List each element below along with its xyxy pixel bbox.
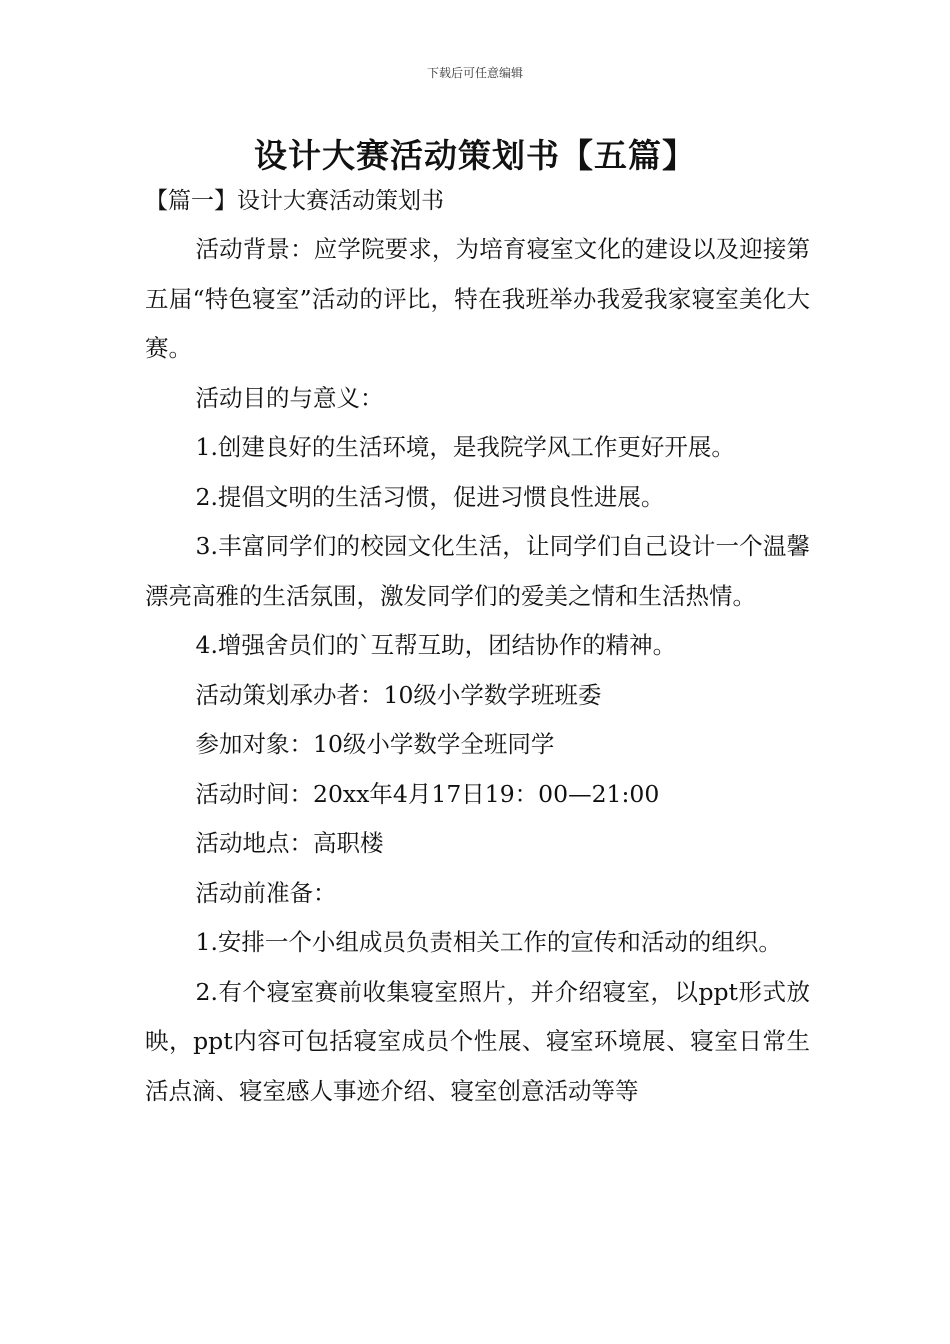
- paragraph-location: 活动地点：高职楼: [195, 829, 384, 857]
- paragraph-purpose-2: 2.提倡文明的生活习惯，促进习惯良性进展。: [195, 482, 665, 511]
- paragraph-prep-1: 1.安排一个小组成员负责相关工作的宣传和活动的组织。: [195, 928, 782, 956]
- paragraph-purpose-4: 4.增强舍员们的`互帮互助，团结协作的精神。: [195, 631, 677, 659]
- paragraph-prep-2: 2.有个寝室赛前收集寝室照片，并介绍寝室，以ppt形式放映，ppt内容可包括寝室成员个性展、寝室环境展、寝室日常生活点滴、寝室感人事迹介绍、寝室创意活动等等: [145, 977, 810, 1105]
- paragraph-time: 活动时间：20xx年4月17日19：00—21:00: [195, 779, 660, 808]
- paragraph-purpose-heading: 活动目的与意义：: [195, 383, 384, 412]
- document-body: [145, 225, 810, 1116]
- paragraph-participants: 参加对象：10级小学数学全班同学: [195, 730, 555, 758]
- document-title: 设计大赛活动策划书【五篇】: [254, 136, 696, 175]
- paragraph-organizer: 活动策划承办者：10级小学数学班班委: [195, 680, 602, 709]
- paragraph-background: 活动背景：应学院要求，为培育寝室文化的建设以及迎接第五届“特色寝室”活动的评比，特在我班举办我爱我家寝室美化大赛。: [145, 235, 810, 362]
- section-heading: 【篇一】设计大赛活动策划书: [145, 188, 444, 214]
- paragraph-purpose-1: 1.创建良好的生活环境，是我院学风工作更好开展。: [195, 433, 735, 461]
- paragraph-purpose-3: 3.丰富同学们的校园文化生活，让同学们自己设计一个温馨漂亮高雅的生活氛围，激发同学们的爱美之情和生活热情。: [145, 532, 810, 610]
- paragraph-prep-heading: 活动前准备：: [195, 878, 337, 907]
- page-header-note: 下载后可任意编辑: [426, 66, 523, 80]
